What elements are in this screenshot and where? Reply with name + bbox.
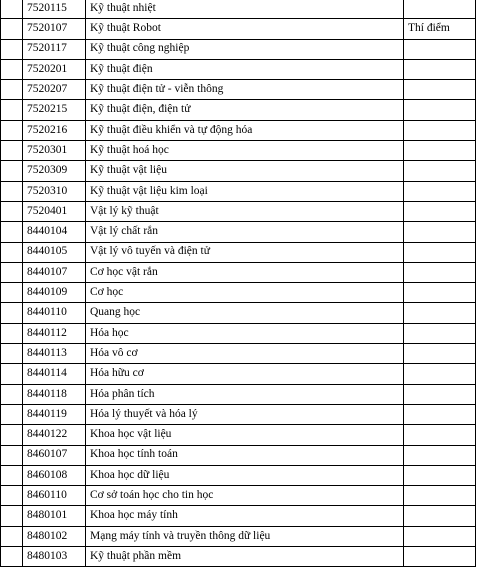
- index-cell: [1, 323, 23, 343]
- code-cell: 8440113: [23, 344, 86, 364]
- name-cell: Kỹ thuật vật liệu: [86, 161, 404, 181]
- name-cell: Khoa học máy tính: [86, 506, 404, 526]
- code-cell: 8440104: [23, 222, 86, 242]
- table-row: [1, 445, 476, 465]
- code-cell: 7520117: [23, 39, 86, 59]
- index-cell: [1, 141, 23, 161]
- note-cell: [404, 80, 476, 100]
- index-cell: [1, 242, 23, 262]
- index-cell: [1, 364, 23, 384]
- index-cell: [1, 486, 23, 506]
- table-row: [1, 181, 476, 201]
- table-row: [1, 425, 476, 445]
- table-row: [1, 59, 476, 79]
- name-cell: Kỹ thuật điện tử - viễn thông: [86, 80, 404, 100]
- code-cell: 7520310: [23, 181, 86, 201]
- name-cell: Cơ học: [86, 283, 404, 303]
- code-cell: 7520107: [23, 19, 86, 39]
- code-cell: 7520115: [23, 0, 86, 19]
- index-cell: [1, 222, 23, 242]
- code-cell: 8460107: [23, 445, 86, 465]
- name-cell: Hóa học: [86, 323, 404, 343]
- table-row: [1, 526, 476, 546]
- index-cell: [1, 445, 23, 465]
- name-cell: Vật lý vô tuyến và điện tử: [86, 242, 404, 262]
- name-cell: Kỹ thuật vật liệu kim loại: [86, 181, 404, 201]
- table-row: [1, 141, 476, 161]
- note-cell: [404, 384, 476, 404]
- code-cell: 8480101: [23, 506, 86, 526]
- note-cell: [404, 222, 476, 242]
- code-cell: 8480102: [23, 526, 86, 546]
- code-cell: 8480103: [23, 547, 86, 567]
- code-cell: 7520301: [23, 141, 86, 161]
- code-cell: 8440119: [23, 404, 86, 424]
- name-cell: Hóa lý thuyết và hóa lý: [86, 404, 404, 424]
- name-cell: Hóa hữu cơ: [86, 364, 404, 384]
- note-cell: [404, 547, 476, 567]
- name-cell: Vật lý kỹ thuật: [86, 201, 404, 221]
- name-cell: Kỹ thuật nhiệt: [86, 0, 404, 19]
- table-row: [1, 0, 476, 19]
- table-row: [1, 465, 476, 485]
- name-cell: Kỹ thuật hoá học: [86, 141, 404, 161]
- name-cell: Khoa học tính toán: [86, 445, 404, 465]
- index-cell: [1, 547, 23, 567]
- index-cell: [1, 39, 23, 59]
- code-cell: 8440109: [23, 283, 86, 303]
- index-cell: [1, 303, 23, 323]
- note-cell: [404, 465, 476, 485]
- code-cell: 7520201: [23, 59, 86, 79]
- table-row: [1, 39, 476, 59]
- name-cell: Hóa phân tích: [86, 384, 404, 404]
- table-row: [1, 384, 476, 404]
- program-table-body: [1, 0, 476, 567]
- table-row: [1, 283, 476, 303]
- code-cell: 7520309: [23, 161, 86, 181]
- table-row: [1, 364, 476, 384]
- note-cell: [404, 120, 476, 140]
- code-cell: 7520215: [23, 100, 86, 120]
- note-cell: [404, 344, 476, 364]
- index-cell: [1, 465, 23, 485]
- note-cell: [404, 242, 476, 262]
- index-cell: [1, 404, 23, 424]
- table-row: [1, 120, 476, 140]
- index-cell: [1, 0, 23, 19]
- table-row: [1, 201, 476, 221]
- index-cell: [1, 19, 23, 39]
- table-row: [1, 323, 476, 343]
- table-row: [1, 100, 476, 120]
- table-row: [1, 242, 476, 262]
- note-cell: [404, 445, 476, 465]
- table-row: [1, 80, 476, 100]
- note-cell: [404, 323, 476, 343]
- note-cell: [404, 39, 476, 59]
- note-cell: [404, 404, 476, 424]
- table-row: [1, 19, 476, 39]
- code-cell: 8460108: [23, 465, 86, 485]
- note-cell: [404, 262, 476, 282]
- index-cell: [1, 59, 23, 79]
- name-cell: Vật lý chất rắn: [86, 222, 404, 242]
- note-cell: [404, 141, 476, 161]
- note-cell: [404, 201, 476, 221]
- note-cell: [404, 283, 476, 303]
- code-cell: 7520401: [23, 201, 86, 221]
- index-cell: [1, 344, 23, 364]
- table-row: [1, 262, 476, 282]
- name-cell: Kỹ thuật điện: [86, 59, 404, 79]
- table-row: [1, 547, 476, 567]
- note-cell: Thí điểm: [404, 19, 476, 39]
- code-cell: 8440105: [23, 242, 86, 262]
- code-cell: 7520207: [23, 80, 86, 100]
- name-cell: Cơ sở toán học cho tin học: [86, 486, 404, 506]
- table-row: [1, 344, 476, 364]
- note-cell: [404, 425, 476, 445]
- code-cell: 8440118: [23, 384, 86, 404]
- index-cell: [1, 100, 23, 120]
- table-row: [1, 486, 476, 506]
- note-cell: [404, 526, 476, 546]
- code-cell: 8440122: [23, 425, 86, 445]
- table-row: [1, 303, 476, 323]
- index-cell: [1, 283, 23, 303]
- code-cell: 8440112: [23, 323, 86, 343]
- note-cell: [404, 303, 476, 323]
- name-cell: Mạng máy tính và truyền thông dữ liệu: [86, 526, 404, 546]
- table-row: [1, 222, 476, 242]
- name-cell: Khoa học dữ liệu: [86, 465, 404, 485]
- name-cell: Kỹ thuật Robot: [86, 19, 404, 39]
- note-cell: [404, 506, 476, 526]
- index-cell: [1, 506, 23, 526]
- name-cell: Kỹ thuật điều khiển và tự động hóa: [86, 120, 404, 140]
- name-cell: Quang học: [86, 303, 404, 323]
- code-cell: 7520216: [23, 120, 86, 140]
- note-cell: [404, 100, 476, 120]
- name-cell: Kỹ thuật công nghiệp: [86, 39, 404, 59]
- index-cell: [1, 526, 23, 546]
- index-cell: [1, 161, 23, 181]
- index-cell: [1, 201, 23, 221]
- code-cell: 8440114: [23, 364, 86, 384]
- note-cell: [404, 161, 476, 181]
- table-row: [1, 404, 476, 424]
- code-cell: 8440107: [23, 262, 86, 282]
- index-cell: [1, 181, 23, 201]
- table-row: [1, 161, 476, 181]
- index-cell: [1, 262, 23, 282]
- code-cell: 8440110: [23, 303, 86, 323]
- note-cell: [404, 0, 476, 19]
- name-cell: Khoa học vật liệu: [86, 425, 404, 445]
- name-cell: Hóa vô cơ: [86, 344, 404, 364]
- note-cell: [404, 59, 476, 79]
- note-cell: [404, 181, 476, 201]
- index-cell: [1, 80, 23, 100]
- table-row: [1, 506, 476, 526]
- index-cell: [1, 120, 23, 140]
- name-cell: Kỹ thuật điện, điện tử: [86, 100, 404, 120]
- note-cell: [404, 364, 476, 384]
- code-cell: 8460110: [23, 486, 86, 506]
- index-cell: [1, 384, 23, 404]
- note-cell: [404, 486, 476, 506]
- index-cell: [1, 425, 23, 445]
- name-cell: Kỹ thuật phần mềm: [86, 547, 404, 567]
- name-cell: Cơ học vật rắn: [86, 262, 404, 282]
